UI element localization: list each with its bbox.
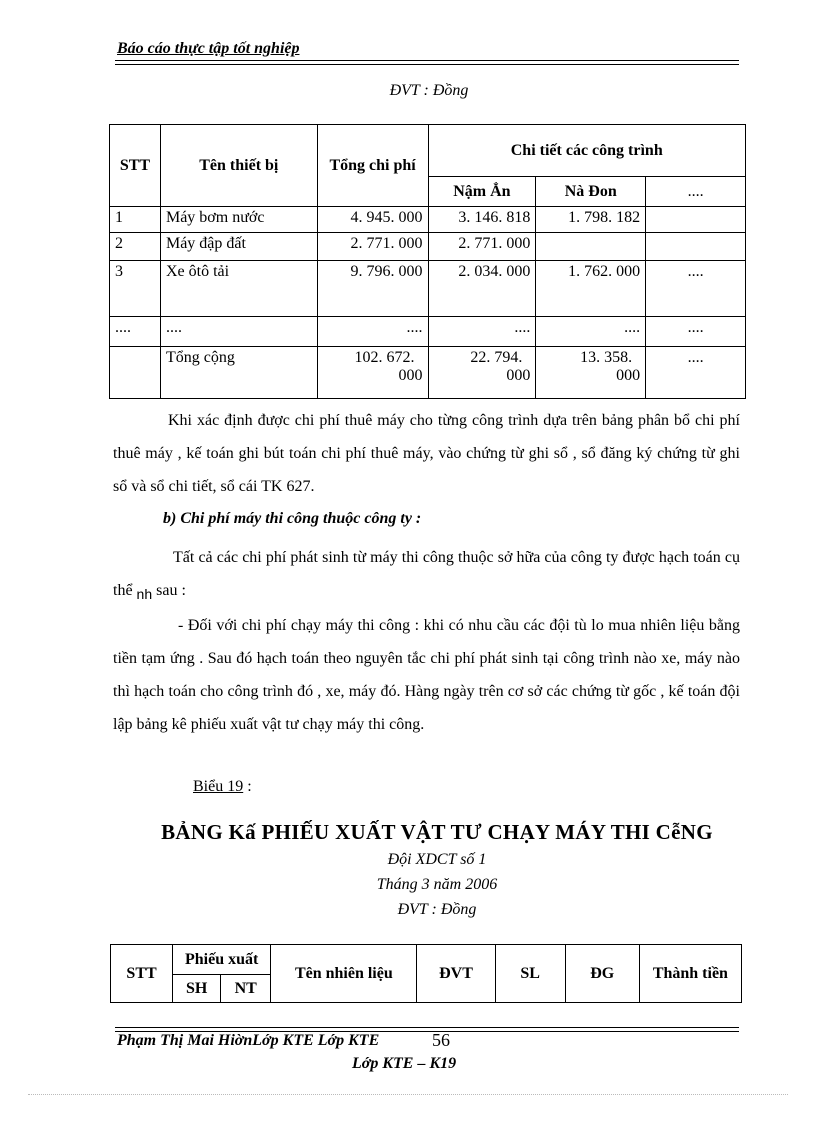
col-na-don: Nà Đon [536, 177, 646, 207]
table-row [110, 317, 746, 347]
unit-label-2: ĐVT : Đồng [397, 901, 477, 918]
cell-ten: .... [160, 317, 317, 347]
cell-ten: Xe ôtô tải [160, 261, 317, 317]
cell-stt: 1 [110, 207, 161, 233]
cell-c3 [646, 233, 746, 261]
footer-author: Phạm Thị Mai HiờnLớp KTE Lớp KTE [117, 1032, 380, 1049]
cell-total-tong-a: 102. 672. [354, 349, 415, 366]
col-ten-nhien-lieu: Tên nhiên liệu [271, 945, 417, 1003]
cell-c1: 3. 146. 818 [428, 207, 536, 233]
bieu-label [193, 778, 252, 796]
cell-stt: 3 [110, 261, 161, 317]
cell-c1: 2. 771. 000 [428, 233, 536, 261]
unit-label: ĐVT : Đồng [389, 82, 469, 99]
header-title: Báo cáo thực tập tốt nghiệp [117, 40, 300, 57]
footer-rule-top [115, 1027, 739, 1028]
total-row [110, 347, 746, 399]
cell-ten: Máy bơm nước [160, 207, 317, 233]
cell-c2: 1. 798. 182 [536, 207, 646, 233]
cell-c1: .... [428, 317, 536, 347]
paragraph-3: - Đối với chi phí chạy máy thi công : khi có nhu cầu các đội tù lo mua nhiên liệu bằng tiền tạm ứng . Sau đó hạch toán theo nguyên tắc chi phí phát sinh tại công trình nào xe, máy nào thì hạch toán cho công trình đó , xe, máy đó. Hàng ngày trên cơ sở các chứng từ gốc , kế toán đội lập bảng kê phiếu xuất vật tư chạy máy thi công. [113, 617, 740, 733]
page-edge-divider [28, 1094, 788, 1095]
cell-c3 [646, 207, 746, 233]
cell-total-c1-a: 22. 794. [470, 349, 523, 366]
col-thanh-tien: Thành tiền [639, 945, 741, 1003]
month-label: Tháng 3 năm 2006 [376, 876, 498, 893]
col-tong-chi-phi: Tổng chi phí [317, 125, 428, 207]
col-chi-tiet: Chi tiết các công trình [428, 125, 746, 177]
cell-c2 [536, 233, 646, 261]
col-sh: SH [173, 975, 221, 1003]
team-label: Đội XDCT số 1 [387, 851, 487, 868]
cell-total-c2-b: 000 [616, 367, 641, 384]
cell-tong: 9. 796. 000 [317, 261, 428, 317]
table-row [110, 207, 746, 233]
cell-c2: .... [536, 317, 646, 347]
fuel-issue-table [110, 944, 742, 1003]
paragraph-2-text: Tất cả các chi phí phát sinh từ máy thi công thuộc sở hữa của công ty được hạch toán cụ thể [113, 549, 740, 599]
cell-tong: .... [317, 317, 428, 347]
cell-c2: 1. 762. 000 [536, 261, 646, 317]
col-nam-an: Nậm Ẳn [428, 177, 536, 207]
cell-stt: 2 [110, 233, 161, 261]
bieu-label-text: Biểu 19 [193, 778, 244, 795]
header-rule-bottom [115, 64, 739, 65]
paragraph-2-tail: sau : [156, 582, 186, 599]
cell-total-c3: .... [646, 347, 746, 399]
col-nt: NT [221, 975, 271, 1003]
cell-stt [110, 347, 161, 399]
cell-total-c1 [428, 347, 536, 399]
bieu-colon: : [243, 778, 252, 795]
col-dvt: ĐVT [417, 945, 495, 1003]
col-more: .... [646, 177, 746, 207]
col-phieu-xuat: Phiếu xuất [173, 945, 271, 975]
cell-c3: .... [646, 261, 746, 317]
col-sl: SL [495, 945, 565, 1003]
cell-c1: 2. 034. 000 [428, 261, 536, 317]
col-stt: STT [110, 125, 161, 207]
paragraph-2 [113, 541, 740, 607]
form-title: BẢNG Kấ PHIẾU XUẤT VẬT TƯ CHẠY MÁY THI CễNG [161, 820, 713, 844]
cell-ten: Máy đập đất [160, 233, 317, 261]
col-ten-thiet-bi: Tên thiết bị [160, 125, 317, 207]
cell-stt: .... [110, 317, 161, 347]
paragraph-2-nh: nh [136, 586, 153, 602]
cell-c3: .... [646, 317, 746, 347]
section-heading-b: b) Chi phí máy thi công thuộc công ty : [163, 510, 422, 527]
table-row [110, 233, 746, 261]
page-number: 56 [432, 1030, 450, 1050]
table-row [110, 261, 746, 317]
col-dg: ĐG [565, 945, 639, 1003]
equipment-cost-table [109, 124, 746, 399]
cell-total-c2-a: 13. 358. [580, 349, 633, 366]
cell-tong: 4. 945. 000 [317, 207, 428, 233]
paragraph-1: Khi xác định được chi phí thuê máy cho từng công trình dựa trên bảng phân bổ chi phí thuê máy , kế toán ghi bút toán chi phí thuê máy, vào chứng từ ghi sổ , sổ đăng ký chứng từ ghi sổ và sổ chi tiết, sổ cái TK 627. [113, 412, 740, 495]
cell-total-tong [317, 347, 428, 399]
col-stt: STT [111, 945, 173, 1003]
header-rule-top [115, 60, 739, 61]
cell-total-label: Tổng cộng [160, 347, 317, 399]
cell-total-c2 [536, 347, 646, 399]
cell-total-tong-b: 000 [398, 367, 423, 384]
footer-class: Lớp KTE – K19 [352, 1055, 457, 1072]
cell-tong: 2. 771. 000 [317, 233, 428, 261]
cell-total-c1-b: 000 [506, 367, 531, 384]
